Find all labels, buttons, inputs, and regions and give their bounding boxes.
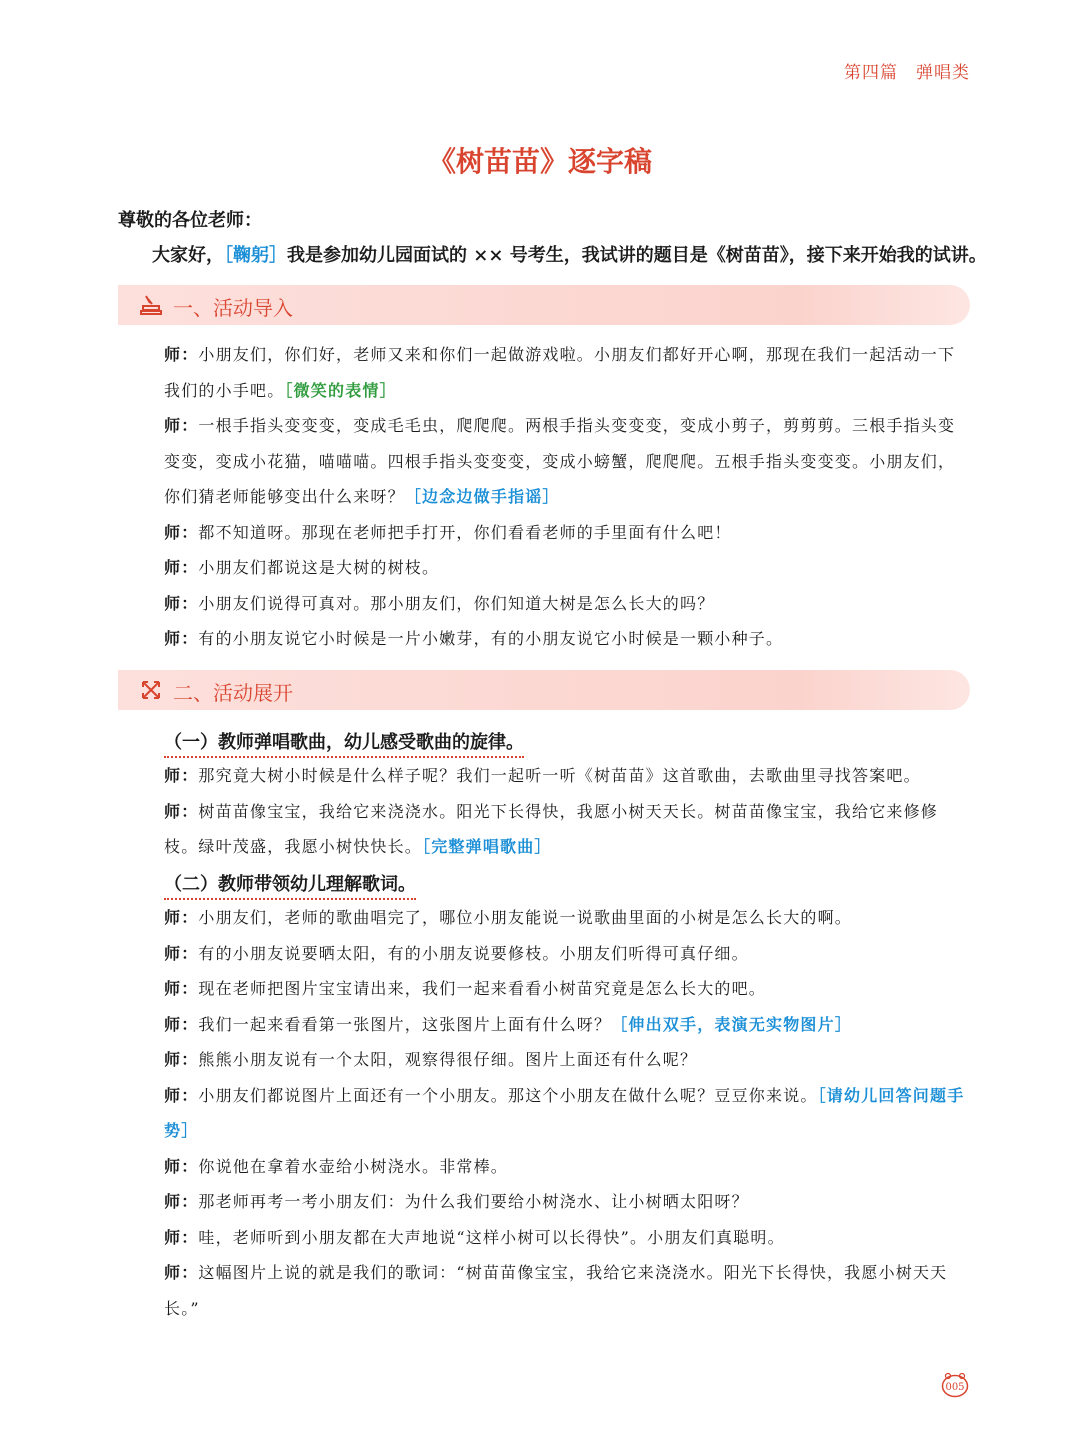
dialog-line: 师：哇，老师听到小朋友都在大声地说“这样小树可以长得快”。小朋友们真聪明。 [164, 1227, 785, 1247]
page-number-badge [941, 1372, 969, 1398]
part2a-block [164, 758, 970, 865]
dialog-line: 师：这幅图片上说的就是我们的歌词：“树苗苗像宝宝，我给它来浇浇水。阳光下长得快，我愿小树天天长。” [164, 1263, 948, 1318]
page-number: 005 [945, 1382, 965, 1393]
action-note: ［边念边做手指谣］ [404, 487, 560, 506]
intro-after: 我是参加幼儿园面试的 ×× 号考生，我试讲的题目是《树苗苗》，接下来开始我的试讲。 [287, 245, 987, 266]
action-note: ［请幼儿回答问题手势］ [164, 1085, 965, 1140]
dialog-line: 师：现在老师把图片宝宝请出来，我们一起来看看小树苗究竟是怎么长大的吧。 [164, 979, 767, 998]
action-note: ［完整弹唱歌曲］ [422, 837, 552, 856]
header-tag [844, 58, 970, 83]
dialog-line: 师：一根手指头变变变，变成毛毛虫，爬爬爬。两根手指头变变变，变成小剪子，剪剪剪。三根手指头变变变，变成小花猫，喵喵喵。四根手指头变变变，变成小螃蟹，爬爬爬。五根手指头变变变。小朋友们，你们猜老师能够变出什么来呀？［边念边做手指谣］ [164, 416, 956, 506]
subsection-title-1: （一）教师弹唱歌曲，幼儿感受歌曲的旋律。 [164, 728, 524, 758]
header-part: 第四篇 [844, 63, 898, 83]
part1-block [164, 337, 970, 657]
dialog-line: 师：我们一起来看看第一张图片，这张图片上面有什么呀？［伸出双手，表演无实物图片］ [164, 1014, 853, 1034]
section-title-intro: 一、活动导入 [173, 296, 293, 320]
dialog-line: 师：小朋友们，老师的歌曲唱完了，哪位小朋友能说一说歌曲里面的小树是怎么长大的啊。 [164, 908, 853, 927]
intro-before: 大家好， [152, 245, 224, 266]
dialog-line: 师：小朋友们说得可真对。那小朋友们，你们知道大树是怎么长大的吗？ [164, 593, 715, 613]
expand-arrows-icon [140, 679, 162, 701]
dialog-line: 师：那究竟大树小时候是什么样子呢？我们一起听一听《树苗苗》这首歌曲，去歌曲里寻找答案吧。 [164, 766, 921, 785]
section-title-expand: 二、活动展开 [173, 681, 293, 705]
greeting: 尊敬的各位老师： [118, 210, 262, 231]
section-bar-intro [118, 285, 970, 325]
header-category: 弹唱类 [916, 63, 970, 83]
dialog-line: 师：树苗苗像宝宝，我给它来浇浇水。阳光下长得快，我愿小树天天长。树苗苗像宝宝，我给它来修修枝。绿叶茂盛，我愿小树快快长。［完整弹唱歌曲］ [164, 801, 939, 856]
podium-icon [140, 294, 162, 316]
dialog-line: 师：有的小朋友说它小时候是一片小嫩芽，有的小朋友说它小时候是一颗小种子。 [164, 629, 784, 648]
dialog-line: 师：你说他在拿着水壶给小树浇水。非常棒。 [164, 1156, 509, 1176]
action-note: ［微笑的表情］ [284, 380, 397, 400]
dialog-line: 师：小朋友们，你们好，老师又来和你们一起做游戏啦。小朋友们都好开心啊，那现在我们一起活动一下我们的小手吧。［微笑的表情］ [164, 345, 956, 400]
dialog-line: 师：小朋友们都说图片上面还有一个小朋友。那这个小朋友在做什么呢？豆豆你来说。［请幼儿回答问题手势］ [164, 1085, 965, 1140]
dialog-line: 师：那老师再考一考小朋友们：为什么我们要给小树浇水、让小树晒太阳呀？ [164, 1192, 749, 1211]
dialog-line: 师：熊熊小朋友说有一个太阳，观察得很仔细。图片上面还有什么呢？ [164, 1050, 698, 1069]
intro-action-note: ［鞠躬］ [224, 245, 287, 266]
dialog-line: 师：小朋友们都说这是大树的树枝。 [164, 558, 440, 577]
action-note: ［伸出双手，表演无实物图片］ [611, 1014, 853, 1034]
subsection-title-2: （二）教师带领幼儿理解歌词。 [164, 870, 416, 900]
dialog-line: 师：都不知道呀。那现在老师把手打开，你们看看老师的手里面有什么吧！ [164, 522, 732, 542]
page-title: 《树苗苗》逐字稿 [427, 145, 652, 178]
section-bar-expand [118, 670, 970, 710]
dialog-line: 师：有的小朋友说要晒太阳，有的小朋友说要修枝。小朋友们听得可真仔细。 [164, 943, 749, 963]
intro-line [152, 241, 987, 267]
part2b-block [164, 900, 970, 1326]
